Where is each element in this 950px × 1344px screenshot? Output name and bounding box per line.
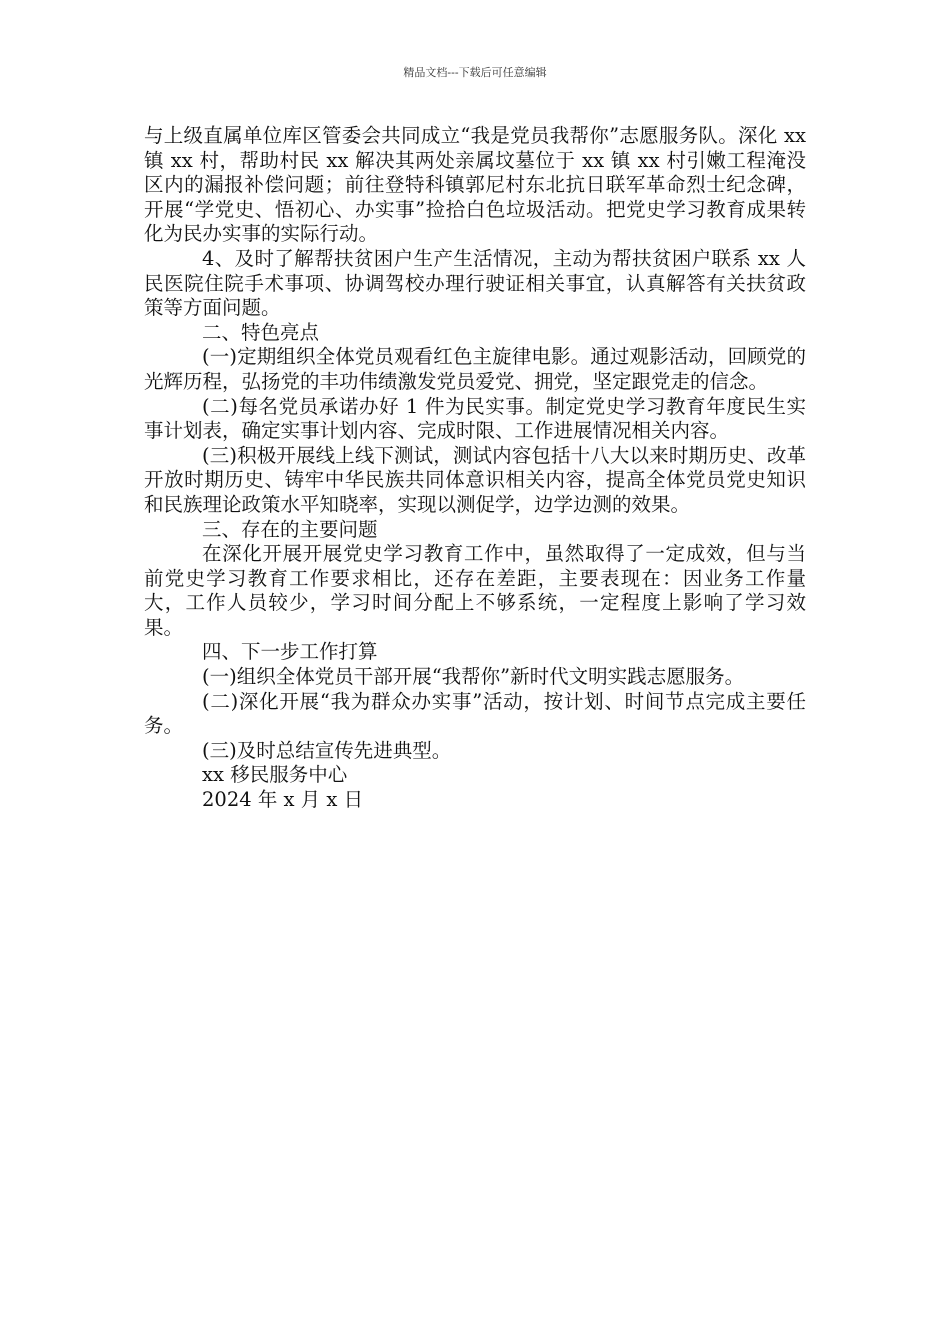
- paragraph-item-4: 4、及时了解帮扶贫困户生产生活情况，主动为帮扶贫困户联系 xx 人民医院住院手术事项、协调驾校办理行驶证相关事宜，认真解答有关扶贫政策等方面问题。: [144, 246, 806, 320]
- signature-organization: xx 移民服务中心: [202, 763, 348, 787]
- paragraph-highlight-1: (一)定期组织全体党员观看红色主旋律电影。通过观影活动，回顾党的光辉历程，弘扬党的丰功伟绩激发党员爱党、拥党，坚定跟党走的信念。: [144, 345, 806, 393]
- paragraph-next-step-3: (三)及时总结宣传先进典型。: [202, 738, 452, 762]
- document-body: [144, 124, 806, 813]
- section-heading-highlights: 二、特色亮点: [202, 320, 320, 344]
- section-heading-next-steps: 四、下一步工作打算: [202, 640, 378, 664]
- paragraph-highlight-3: (三)积极开展线上线下测试，测试内容包括十八大以来时期历史、改革开放时期历史、铸牢中华民族共同体意识相关内容，提高全体党员党史知识和民族理论政策水平知晓率，实现以测促学，边学边测的效果。: [144, 443, 806, 516]
- paragraph-next-step-1: (一)组织全体党员干部开展“我帮你”新时代文明实践志愿服务。: [202, 665, 745, 689]
- page-header: 精品文档---下载后可任意编辑: [403, 66, 547, 79]
- paragraph-highlight-2: (二)每名党员承诺办好 1 件为民实事。制定党史学习教育年度民生实事计划表，确定实事计划内容、完成时限、工作进展情况相关内容。: [144, 394, 806, 443]
- paragraph-next-step-2: (二)深化开展“我为群众办实事”活动，按计划、时间节点完成主要任务。: [144, 689, 806, 738]
- signature-date: 2024 年 x 月 x 日: [202, 788, 364, 812]
- paragraph-problems: 在深化开展开展党史学习教育工作中，虽然取得了一定成效，但与当前党史学习教育工作要求相比，还存在差距，主要表现在：因业务工作量大，工作人员较少，学习时间分配上不够系统，一定程度上影响了学习效果。: [144, 542, 806, 639]
- section-heading-problems: 三、存在的主要问题: [202, 517, 378, 541]
- paragraph-continuation: 与上级直属单位库区管委会共同成立“我是党员我帮你”志愿服务队。深化 xx 镇 xx 村，帮助村民 xx 解决其两处亲属坟墓位于 xx 镇 xx 村引嫩工程淹没区内的漏报补偿问题；前往登特科镇郭尼村东北抗日联军革命烈士纪念碑，开展“学党史、悟初心、办实事”捡拾白色垃圾活动。把党史学习教育成果转化为民办实事的实际行动。: [144, 124, 806, 246]
